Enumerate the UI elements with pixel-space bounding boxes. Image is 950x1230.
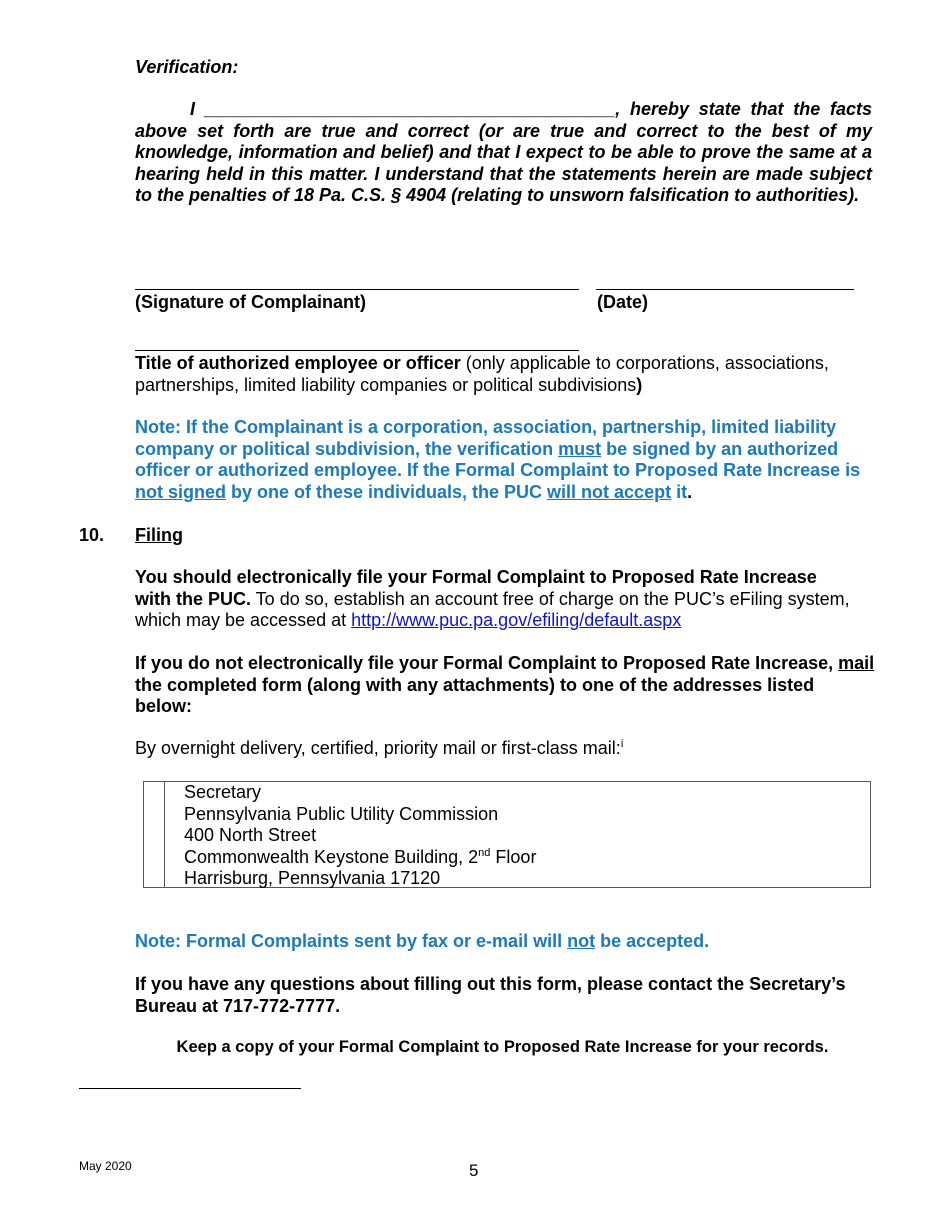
address-lines xyxy=(184,782,536,890)
mail-text: the completed form (along with any attachments) to one of the addresses listed below: xyxy=(135,674,815,716)
mail-instructions xyxy=(135,653,875,718)
footnote-separator xyxy=(79,1088,301,1089)
statement-rest: , hereby state that the facts above set forth are true and correct (or are true and correct to the best of my knowledge, information and belief) and that I expect to be able to prove the same at a hearing held in this matter. I understand that the statements herein are made subject to the penalties of 18 Pa. C.S. § 4904 (relating to unsworn falsification to authorities). xyxy=(135,99,872,205)
statement-prefix: I xyxy=(190,99,205,119)
footer-date: May 2020 xyxy=(79,1159,132,1173)
note-text: Note: If the Complainant is a corporation, association, partnership, limited liability company or political subdivision, the verification xyxy=(135,417,837,459)
note-period: . xyxy=(687,481,693,502)
note-text: by one of these individuals, the PUC xyxy=(226,481,548,502)
fax-email-note xyxy=(135,931,709,953)
section-number: 10. xyxy=(79,525,105,545)
page-number: 5 xyxy=(469,1161,479,1180)
ordinal-suffix: nd xyxy=(478,846,491,859)
note-not: not xyxy=(567,931,596,951)
title-label-close: ) xyxy=(636,374,643,395)
section-title: Filing xyxy=(135,525,183,545)
efile-paragraph xyxy=(135,567,855,632)
note-text: be signed by an authorized officer or authorized employee. If the Formal Complaint to Proposed Rate Increase is xyxy=(135,438,861,480)
footnote-ref: i xyxy=(620,738,624,750)
address-line xyxy=(184,847,536,869)
verification-heading: Verification: xyxy=(135,57,239,77)
title-label-rest: (only applicable to corporations, associations, partnerships, limited liability companies or political subdivisions xyxy=(135,353,829,395)
address-text: Commonwealth Keystone Building, 2 xyxy=(184,846,479,867)
note-text: it xyxy=(671,481,688,502)
address-line: Pennsylvania Public Utility Commission xyxy=(184,803,499,824)
address-text: Floor xyxy=(490,846,537,867)
name-blank: _________________________________________ xyxy=(204,99,616,119)
delivery-methods xyxy=(135,738,623,760)
efiling-link[interactable]: http://www.puc.pa.gov/efiling/default.aspx xyxy=(351,610,682,630)
title-label xyxy=(135,353,872,396)
title-line xyxy=(135,350,579,351)
verification-statement xyxy=(135,99,872,207)
address-line: Secretary xyxy=(184,782,262,802)
mail-underlined: mail xyxy=(838,653,875,673)
efile-text: To do so, establish an account free of charge on the PUC’s eFiling system, which may be accessed at xyxy=(135,588,850,630)
questions-contact: If you have any questions about filling out this form, please contact the Secretary’s Bureau at 717-772-7777. xyxy=(135,974,846,1016)
address-box xyxy=(143,781,871,888)
note-must: must xyxy=(558,438,602,459)
address-box-divider xyxy=(164,782,165,887)
delivery-text: By overnight delivery, certified, priority mail or first-class mail: xyxy=(135,738,621,758)
date-line xyxy=(596,289,854,290)
signature-label: (Signature of Complainant) xyxy=(135,292,366,312)
address-line: 400 North Street xyxy=(184,825,317,845)
keep-copy-reminder: Keep a copy of your Formal Complaint to Proposed Rate Increase for your records. xyxy=(176,1038,829,1056)
signature-line xyxy=(135,289,579,290)
efile-bold-text: You should electronically file your Formal Complaint to Proposed Rate Increase with the PUC. xyxy=(135,567,817,609)
address-line: Harrisburg, Pennsylvania 17120 xyxy=(184,868,441,888)
date-label: (Date) xyxy=(597,292,649,312)
note-text: Note: Formal Complaints sent by fax or e-mail will xyxy=(135,931,568,951)
title-label-bold: Title of authorized employee or officer xyxy=(135,353,461,373)
authorized-signer-note xyxy=(135,417,875,503)
note-will-not-accept: will not accept xyxy=(547,481,672,502)
mail-text: If you do not electronically file your Formal Complaint to Proposed Rate Increase, xyxy=(135,653,839,673)
note-text: be accepted. xyxy=(595,931,710,951)
note-not-signed: not signed xyxy=(135,481,226,502)
